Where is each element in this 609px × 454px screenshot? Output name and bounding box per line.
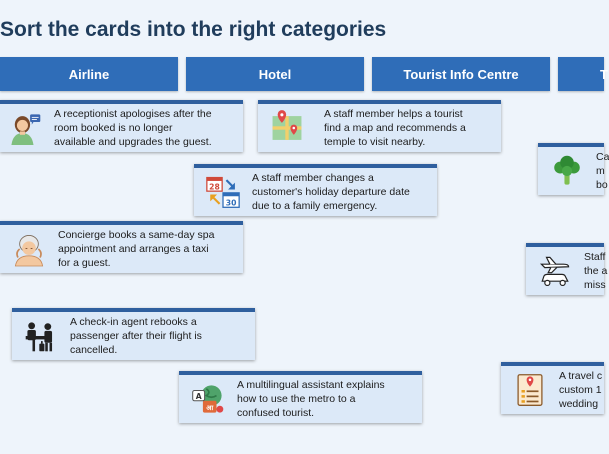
card-text-line: due to a family emergency. [252, 200, 378, 212]
card-text-line: how to use the metro to a [237, 393, 356, 405]
card-text-line: confused tourist. [237, 407, 315, 419]
receptionist-icon [6, 109, 44, 147]
card-text-line: find a map and recommends a [324, 122, 466, 134]
card-text-line: for a guest. [58, 257, 111, 269]
category-t[interactable]: T [558, 57, 604, 91]
sort-card-itinerary[interactable] [501, 362, 604, 414]
category-hotel[interactable]: Hotel [186, 57, 364, 91]
map-icon [268, 109, 306, 147]
sort-card-check-in-agent[interactable] [12, 308, 255, 360]
card-text-line: temple to visit nearby. [324, 136, 426, 148]
svg-text:A: A [195, 392, 202, 401]
sort-card-spa[interactable] [0, 221, 243, 273]
card-text-line: appointment and arranges a taxi [58, 243, 209, 255]
card-text-line: passenger after their flight is [70, 330, 202, 342]
card-text-line: wedding [559, 398, 599, 410]
card-text-line: the a [584, 265, 608, 277]
translation-icon [189, 380, 227, 418]
check-in-agent-icon [22, 317, 60, 355]
broccoli-icon [548, 152, 586, 190]
card-text-line: available and upgrades the guest. [54, 136, 212, 148]
category-airline[interactable]: Airline [0, 57, 178, 91]
card-text-line: A staff member changes a [252, 172, 374, 184]
card-text-line: A receptionist apologises after the [54, 108, 212, 120]
itinerary-icon [511, 371, 549, 409]
card-text-line: A staff member helps a tourist [324, 108, 463, 120]
sort-card-broccoli[interactable] [538, 143, 609, 195]
card-text-line: cancelled. [70, 344, 118, 356]
card-text-line: room booked is no longer [54, 122, 173, 134]
category-tourist-info-centre[interactable]: Tourist Info Centre [372, 57, 550, 91]
spa-icon [10, 230, 48, 268]
card-text-line: Staff [584, 251, 606, 263]
card-text-line: m [596, 165, 605, 177]
sort-card-receptionist[interactable] [0, 100, 243, 152]
svg-text:30: 30 [225, 198, 237, 208]
sort-card-plane-car[interactable] [526, 243, 608, 295]
sort-card-calendar-change[interactable] [194, 164, 437, 216]
card-text-line: Concierge books a same-day spa [58, 229, 215, 241]
plane-car-icon [536, 252, 574, 290]
card-text-line: miss [584, 279, 606, 291]
card-text-line: custom 1 [559, 384, 602, 396]
card-text-line: A travel c [559, 370, 603, 382]
svg-text:28: 28 [209, 182, 220, 192]
card-text-line: A multilingual assistant explains [237, 379, 385, 391]
calendar-change-icon [204, 173, 242, 211]
card-text-line: customer's holiday departure date [252, 186, 410, 198]
page-title: Sort the cards into the right categories [0, 18, 387, 41]
card-text-line: bo [596, 179, 608, 191]
card-text-line: Ca [596, 151, 609, 163]
svg-text:आ: आ [206, 404, 214, 413]
sort-card-map[interactable] [258, 100, 501, 152]
sort-card-translation[interactable] [179, 371, 422, 423]
card-text-line: A check-in agent rebooks a [70, 316, 197, 328]
